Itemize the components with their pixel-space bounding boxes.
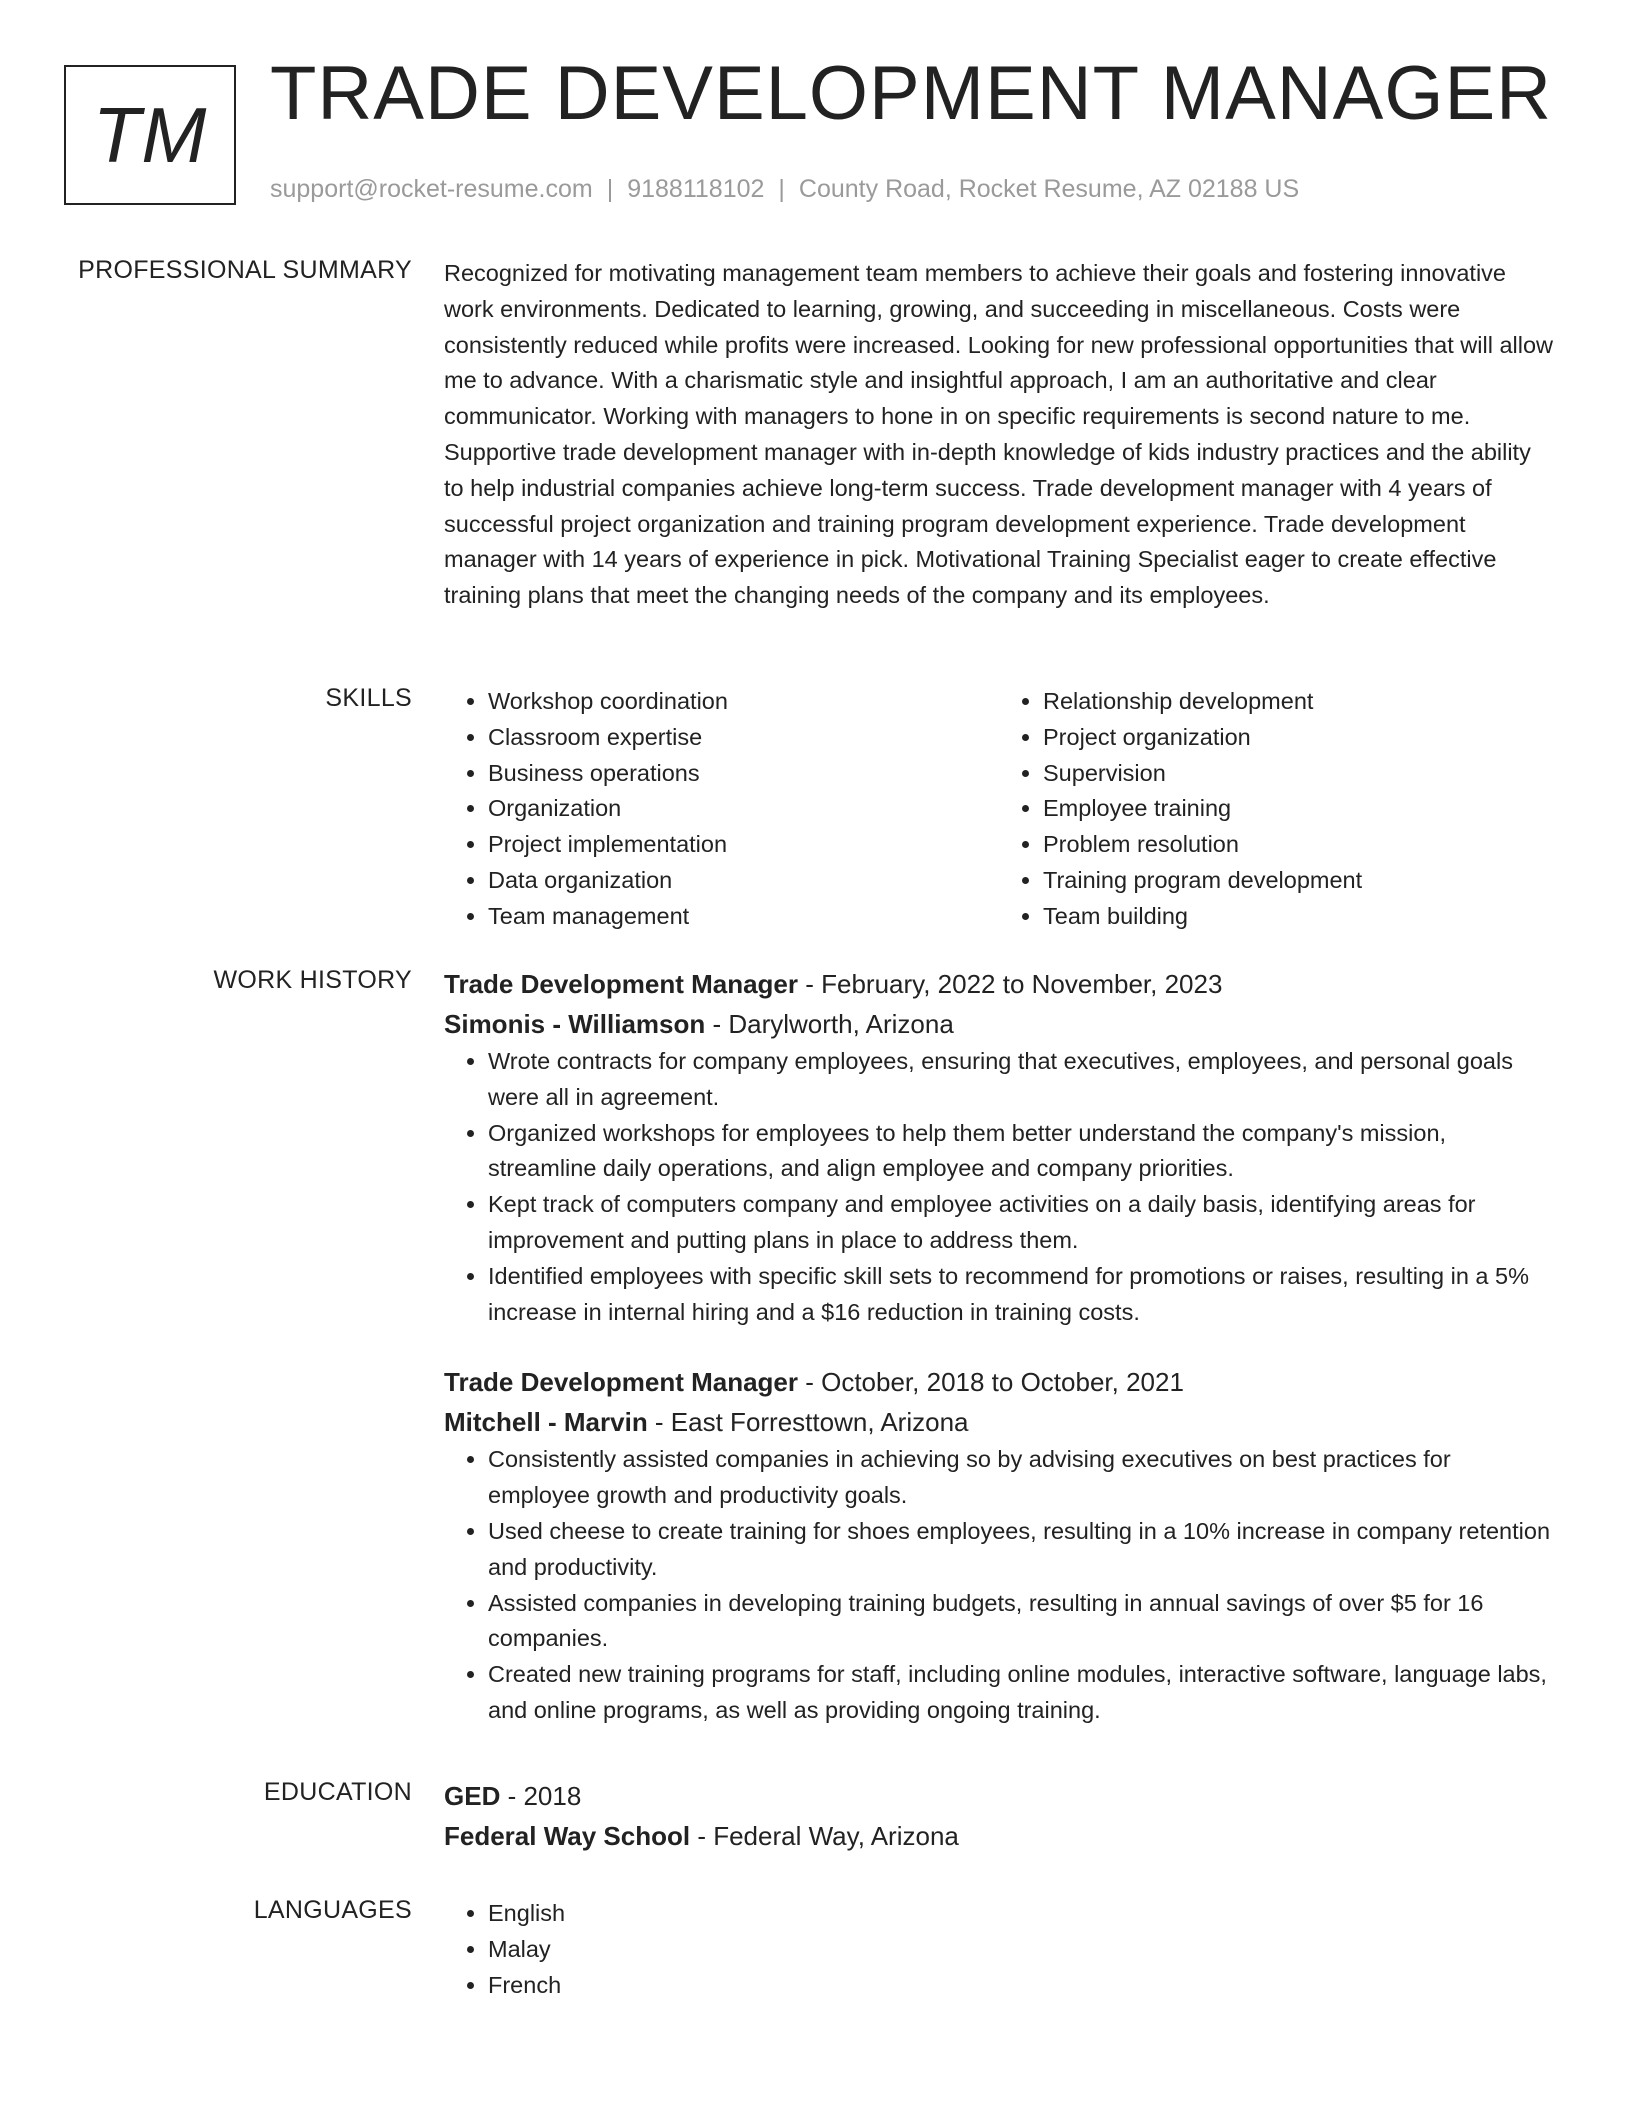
skill-item: • Organization [488, 791, 999, 827]
skill-item: • Training program development [1043, 863, 1554, 899]
job-title: Trade Development Manager [444, 1367, 798, 1398]
work-history-heading: WORK HISTORY [213, 966, 412, 994]
job-duties-list [444, 1044, 1554, 1330]
job-entry [444, 1362, 1554, 1728]
job-duty: • Kept track of computers company and employee activities on a daily basis, identifying areas for improvement and putting plans in place to address them. [488, 1187, 1554, 1259]
job-duty: • Organized workshops for employees to help them better understand the company's mission, streamline daily operations, and align employee and company priorities. [488, 1116, 1554, 1188]
skill-item: • Classroom expertise [488, 720, 999, 756]
job-dates: - October, 2018 to October, 2021 [798, 1367, 1184, 1398]
language-item: • Malay [488, 1932, 1554, 1968]
job-title-line [444, 964, 1554, 1004]
contact-address: County Road, Rocket Resume, AZ 02188 US [798, 175, 1300, 203]
education-school: Federal Way School [444, 1821, 691, 1851]
skill-item: • Employee training [1043, 791, 1554, 827]
contact-separator: | [606, 175, 614, 203]
education-body [444, 1776, 1554, 1856]
skill-item: • Team management [488, 899, 999, 935]
job-company: Mitchell - Marvin [444, 1407, 648, 1438]
job-duty: • Used cheese to create training for shoes employees, resulting in a 10% increase in company retention and productivity. [488, 1514, 1554, 1586]
job-company-line [444, 1402, 1554, 1442]
education-year: - 2018 [500, 1781, 582, 1811]
summary-heading: PROFESSIONAL SUMMARY [78, 256, 412, 284]
education-degree-line [444, 1776, 1554, 1816]
page-title: TRADE DEVELOPMENT MANAGER [270, 51, 1553, 136]
job-entry [444, 964, 1554, 1330]
skill-item: • Supervision [1043, 756, 1554, 792]
skill-item: • Project implementation [488, 827, 999, 863]
job-duty: • Created new training programs for staff, including online modules, interactive software, language labs, and online programs, as well as providing ongoing training. [488, 1657, 1554, 1729]
job-duty: • Identified employees with specific skill sets to recommend for promotions or raises, resulting in a 5% increase in internal hiring and a $16 reduction in training costs. [488, 1259, 1554, 1331]
education-school-line [444, 1816, 1554, 1856]
summary-text: Recognized for motivating management team members to achieve their goals and fostering innovative work environments. Dedicated to learning, growing, and succeeding in miscellaneous. Costs were consistently reduced while profits were increased. Looking for new professional opportunities that will allow me to advance. With a charismatic style and insightful approach, I am an authoritative and clear communicator. Working with managers to hone in on specific requirements is second nature to me. Supportive trade development manager with in-depth knowledge of kids industry practices and the ability to help industrial companies achieve long-term success. Trade development manager with 4 years of successful project organization and training program development experience. Trade development manager with 14 years of experience in pick. Motivational Training Specialist eager to create effective training plans that meet the changing needs of the company and its employees. [444, 260, 1553, 609]
contact-line [270, 175, 1299, 204]
skill-item: • Workshop coordination [488, 684, 999, 720]
job-dates: - February, 2022 to November, 2023 [798, 969, 1223, 999]
education-heading: EDUCATION [263, 1778, 412, 1806]
contact-separator: | [778, 175, 785, 203]
skills-heading: SKILLS [325, 684, 412, 712]
job-title-line [444, 1362, 1554, 1402]
job-duty: • Assisted companies in developing training budgets, resulting in annual savings of over $5 for 16 companies. [488, 1586, 1554, 1658]
skills-columns [444, 684, 1554, 935]
job-company: Simonis - Williamson [444, 1009, 706, 1039]
skill-item: • Problem resolution [1043, 827, 1554, 863]
language-item: • French [488, 1968, 1554, 2004]
job-duties-list [444, 1442, 1554, 1728]
skills-list-right [999, 684, 1554, 935]
summary-body [444, 256, 1554, 614]
education-degree: GED [444, 1781, 501, 1811]
languages-heading: LANGUAGES [253, 1896, 412, 1924]
job-duty: • Consistently assisted companies in achieving so by advising executives on best practices for employee growth and productivity goals. [488, 1442, 1554, 1514]
languages-list [444, 1896, 1554, 2003]
skill-item: • Business operations [488, 756, 999, 792]
education-location: - Federal Way, Arizona [690, 1821, 959, 1851]
skill-item: • Relationship development [1043, 684, 1554, 720]
job-company-line [444, 1004, 1554, 1044]
job-location: - East Forresttown, Arizona [647, 1407, 969, 1438]
monogram-logo: TM [64, 65, 236, 205]
skill-item: • Project organization [1043, 720, 1554, 756]
skill-item: • Data organization [488, 863, 999, 899]
job-duty: • Wrote contracts for company employees, ensuring that executives, employees, and personal goals were all in agreement. [488, 1044, 1554, 1116]
job-title: Trade Development Manager [444, 969, 798, 999]
skills-list-left [444, 684, 999, 935]
job-location: - Darylworth, Arizona [705, 1009, 954, 1039]
skill-item: • Team building [1043, 899, 1554, 935]
language-item: • English [488, 1896, 1554, 1932]
contact-phone: 9188118102 [627, 175, 765, 203]
work-history-body [444, 964, 1554, 1729]
contact-email: support@rocket-resume.com [270, 175, 593, 203]
languages-body [444, 1896, 1554, 2003]
